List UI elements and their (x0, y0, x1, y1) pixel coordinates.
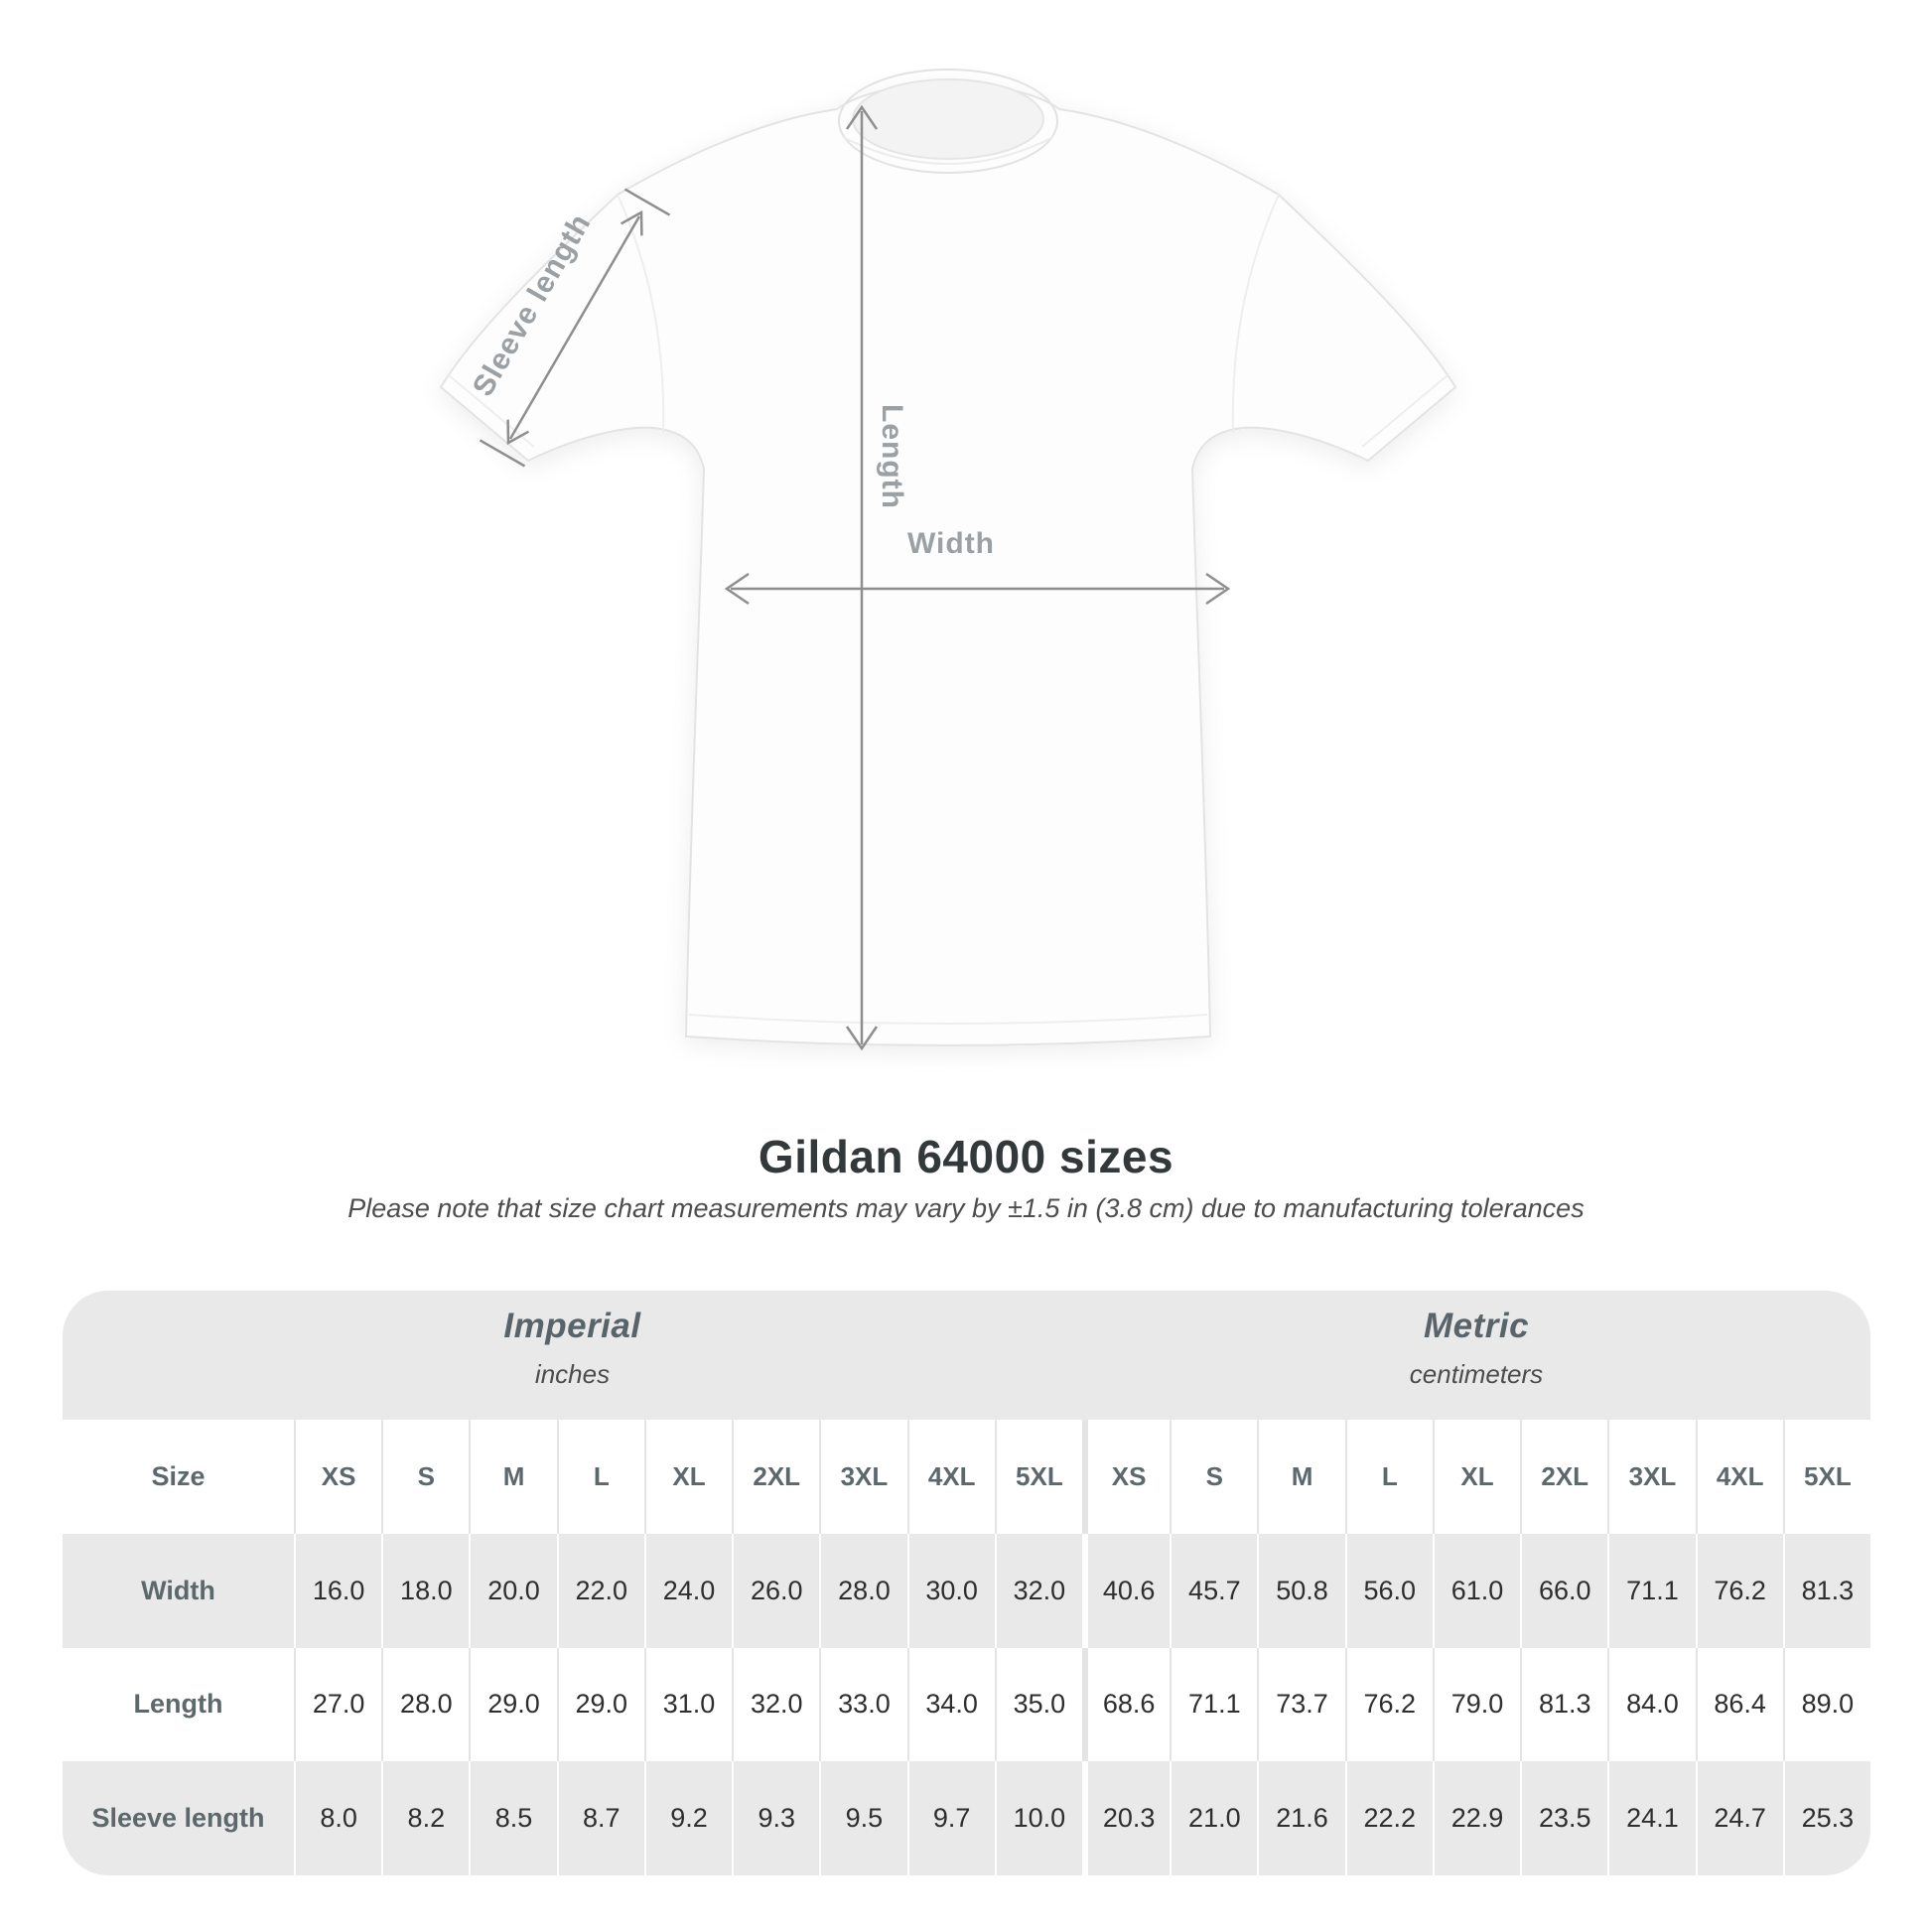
table-cell: 50.8 (1257, 1534, 1344, 1648)
table-cell: 79.0 (1433, 1648, 1520, 1762)
table-cell: 81.3 (1520, 1648, 1607, 1762)
table-cell: 81.3 (1783, 1534, 1870, 1648)
size-header: M (469, 1420, 556, 1534)
size-header: XL (1433, 1420, 1520, 1534)
table-cell: 28.0 (819, 1534, 906, 1648)
table-cell: 32.0 (995, 1534, 1082, 1648)
table-cell: 68.6 (1082, 1648, 1170, 1762)
table-cell: 25.3 (1783, 1761, 1870, 1875)
table-cell: 24.7 (1696, 1761, 1783, 1875)
tolerance-note: Please note that size chart measurements may vary by ±1.5 in (3.8 cm) due to manufacturing tolerances (347, 1193, 1585, 1223)
table-cell: 27.0 (294, 1648, 381, 1762)
table-cell: 32.0 (732, 1648, 819, 1762)
table-cell: 16.0 (294, 1534, 381, 1648)
size-header: M (1257, 1420, 1344, 1534)
table-cell: 21.0 (1170, 1761, 1257, 1875)
size-header: XS (294, 1420, 381, 1534)
size-table-grid (63, 1420, 1870, 1875)
table-cell: 61.0 (1433, 1534, 1520, 1648)
table-cell: 29.0 (469, 1648, 556, 1762)
length-label: Length (876, 404, 908, 509)
size-header: 3XL (1607, 1420, 1695, 1534)
size-header: 5XL (995, 1420, 1082, 1534)
table-cell: 9.2 (644, 1761, 732, 1875)
table-cell: 33.0 (819, 1648, 906, 1762)
table-cell: 9.7 (907, 1761, 995, 1875)
size-header: S (381, 1420, 469, 1534)
size-header: 3XL (819, 1420, 906, 1534)
table-cell: 34.0 (907, 1648, 995, 1762)
table-cell: 21.6 (1257, 1761, 1344, 1875)
table-cell: 9.3 (732, 1761, 819, 1875)
table-cell: 35.0 (995, 1648, 1082, 1762)
size-column-header: Size (63, 1420, 294, 1534)
size-table (63, 1291, 1870, 1875)
table-cell: 71.1 (1607, 1534, 1695, 1648)
width-label: Width (906, 527, 996, 560)
metric-group-header (1082, 1291, 1870, 1420)
table-cell: 76.2 (1696, 1534, 1783, 1648)
size-header: XL (644, 1420, 732, 1534)
table-cell: 20.0 (469, 1534, 556, 1648)
page-title: Gildan 64000 sizes (758, 1131, 1174, 1182)
table-cell: 22.2 (1345, 1761, 1433, 1875)
collar-opening (853, 79, 1043, 159)
size-header: 2XL (1520, 1420, 1607, 1534)
row-label: Width (63, 1534, 294, 1648)
row-label: Length (63, 1648, 294, 1762)
unit-band (63, 1291, 1870, 1420)
table-cell: 18.0 (381, 1534, 469, 1648)
table-cell: 10.0 (995, 1761, 1082, 1875)
table-cell: 28.0 (381, 1648, 469, 1762)
table-cell: 8.5 (469, 1761, 556, 1875)
table-cell: 40.6 (1082, 1534, 1170, 1648)
row-label: Sleeve length (63, 1761, 294, 1875)
table-cell: 22.0 (557, 1534, 644, 1648)
table-cell: 73.7 (1257, 1648, 1344, 1762)
table-cell: 24.0 (644, 1534, 732, 1648)
table-cell: 71.1 (1170, 1648, 1257, 1762)
table-cell: 26.0 (732, 1534, 819, 1648)
imperial-label: Imperial (503, 1307, 641, 1345)
table-cell: 56.0 (1345, 1534, 1433, 1648)
size-header: 4XL (1696, 1420, 1783, 1534)
size-header: L (1345, 1420, 1433, 1534)
table-cell: 66.0 (1520, 1534, 1607, 1648)
table-cell: 24.1 (1607, 1761, 1695, 1875)
table-cell: 8.2 (381, 1761, 469, 1875)
table-cell: 89.0 (1783, 1648, 1870, 1762)
table-cell: 31.0 (644, 1648, 732, 1762)
table-cell: 86.4 (1696, 1648, 1783, 1762)
table-cell: 45.7 (1170, 1534, 1257, 1648)
table-cell: 20.3 (1082, 1761, 1170, 1875)
table-cell: 8.7 (557, 1761, 644, 1875)
table-cell: 84.0 (1607, 1648, 1695, 1762)
size-header: L (557, 1420, 644, 1534)
size-header: 4XL (907, 1420, 995, 1534)
table-cell: 29.0 (557, 1648, 644, 1762)
size-header: 2XL (732, 1420, 819, 1534)
table-cell: 8.0 (294, 1761, 381, 1875)
metric-unit-label: centimeters (1409, 1359, 1544, 1389)
size-header: S (1170, 1420, 1257, 1534)
imperial-group-header (63, 1291, 1082, 1420)
metric-label: Metric (1423, 1307, 1530, 1345)
table-cell: 22.9 (1433, 1761, 1520, 1875)
table-cell: 23.5 (1520, 1761, 1607, 1875)
table-cell: 9.5 (819, 1761, 906, 1875)
size-header: 5XL (1783, 1420, 1870, 1534)
table-cell: 76.2 (1345, 1648, 1433, 1762)
size-header: XS (1082, 1420, 1170, 1534)
sleeve-length-label: Sleeve length (466, 207, 598, 402)
table-cell: 30.0 (907, 1534, 995, 1648)
imperial-unit-label: inches (534, 1359, 611, 1389)
